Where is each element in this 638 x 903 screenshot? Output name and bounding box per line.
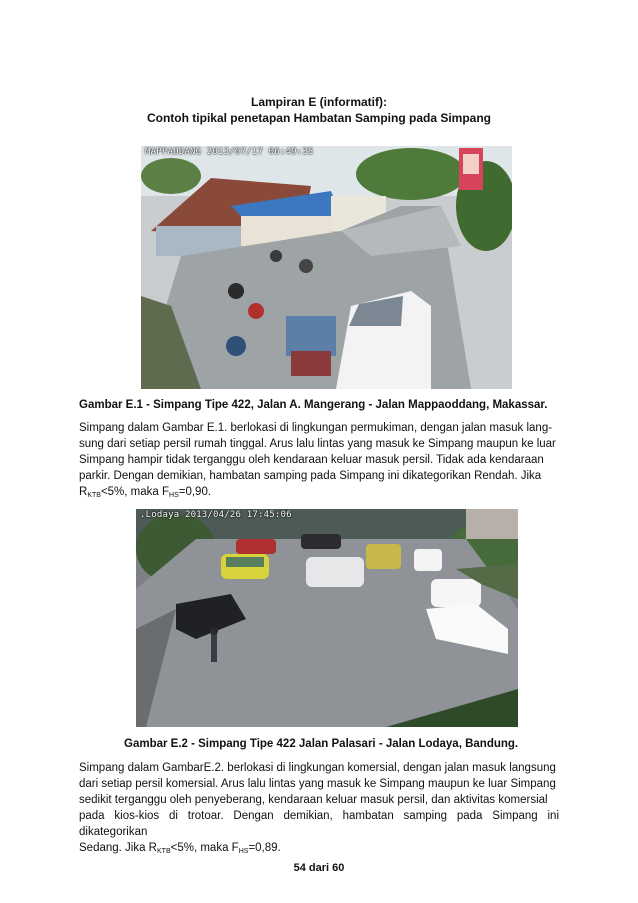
paragraph-2-line: Simpang dalam GambarE.2. berlokasi di lingkungan komersial, dengan jalan masuk langsung bbox=[79, 762, 556, 774]
appendix-subtitle: Contoh tipikal penetapan Hambatan Samping pada Simpang bbox=[146, 111, 492, 125]
paragraph-1-line: sung dari setiap persil rumah tinggal. Arus lalu lintas yang masuk ke Simpang maupun ke luar bbox=[79, 438, 556, 450]
paragraph-2-line: dari setiap persil komersial. Arus lalu lintas yang masuk ke Simpang maupun ke luar Simpang bbox=[79, 778, 556, 790]
camera-timestamp: MAPPAODANG 2013/07/17 06:49:35 bbox=[145, 147, 314, 157]
camera-timestamp: .Lodaya 2013/04/26 17:45:06 bbox=[140, 510, 292, 520]
page-number: 54 dari 60 bbox=[293, 862, 345, 874]
paragraph-1-line: parkir. Dengan demikian, hambatan samping pada Simpang ini dikategorikan Rendah. Jika bbox=[79, 470, 542, 482]
intersection-photo-bandung bbox=[136, 509, 518, 727]
figure-e1-caption: Gambar E.1 - Simpang Tipe 422, Jalan A. Mangerang - Jalan Mappaoddang, Makassar. bbox=[79, 399, 548, 411]
paragraph-2-line: pada kios-kios di trotoar. Dengan demikian, hambatan samping pada Simpang ini dikategorikan bbox=[79, 810, 559, 838]
paragraph-2-line: sedikit terganggu oleh penyeberang, kendaraan keluar masuk persil, dan aktivitas komersial bbox=[79, 794, 548, 806]
intersection-photo-makassar bbox=[141, 146, 512, 389]
paragraph-2 bbox=[79, 760, 559, 856]
paragraph-1 bbox=[79, 420, 559, 500]
appendix-title: Lampiran E (informatif): bbox=[250, 95, 387, 109]
figure-e1-photo bbox=[141, 146, 512, 389]
figure-e2-photo bbox=[136, 509, 518, 727]
paragraph-1-line: Simpang dalam Gambar E.1. berlokasi di lingkungan permukiman, dengan jalan masuk lang- bbox=[79, 422, 553, 434]
paragraph-1-formula: $R_{KTB}<5\%$, maka $F_{HS}=0,90$. bbox=[79, 486, 212, 499]
paragraph-1-line: Simpang hampir tidak terganggu oleh kendaraan keluar masuk persil. Tidak ada kendaraan bbox=[79, 454, 544, 466]
figure-e2-caption: Gambar E.2 - Simpang Tipe 422 Jalan Palasari - Jalan Lodaya, Bandung. bbox=[124, 738, 519, 750]
paragraph-2-formula: Sedang. Jika $R_{KTB}<5\%$, maka $F_{HS}=0,89$. bbox=[79, 842, 281, 855]
